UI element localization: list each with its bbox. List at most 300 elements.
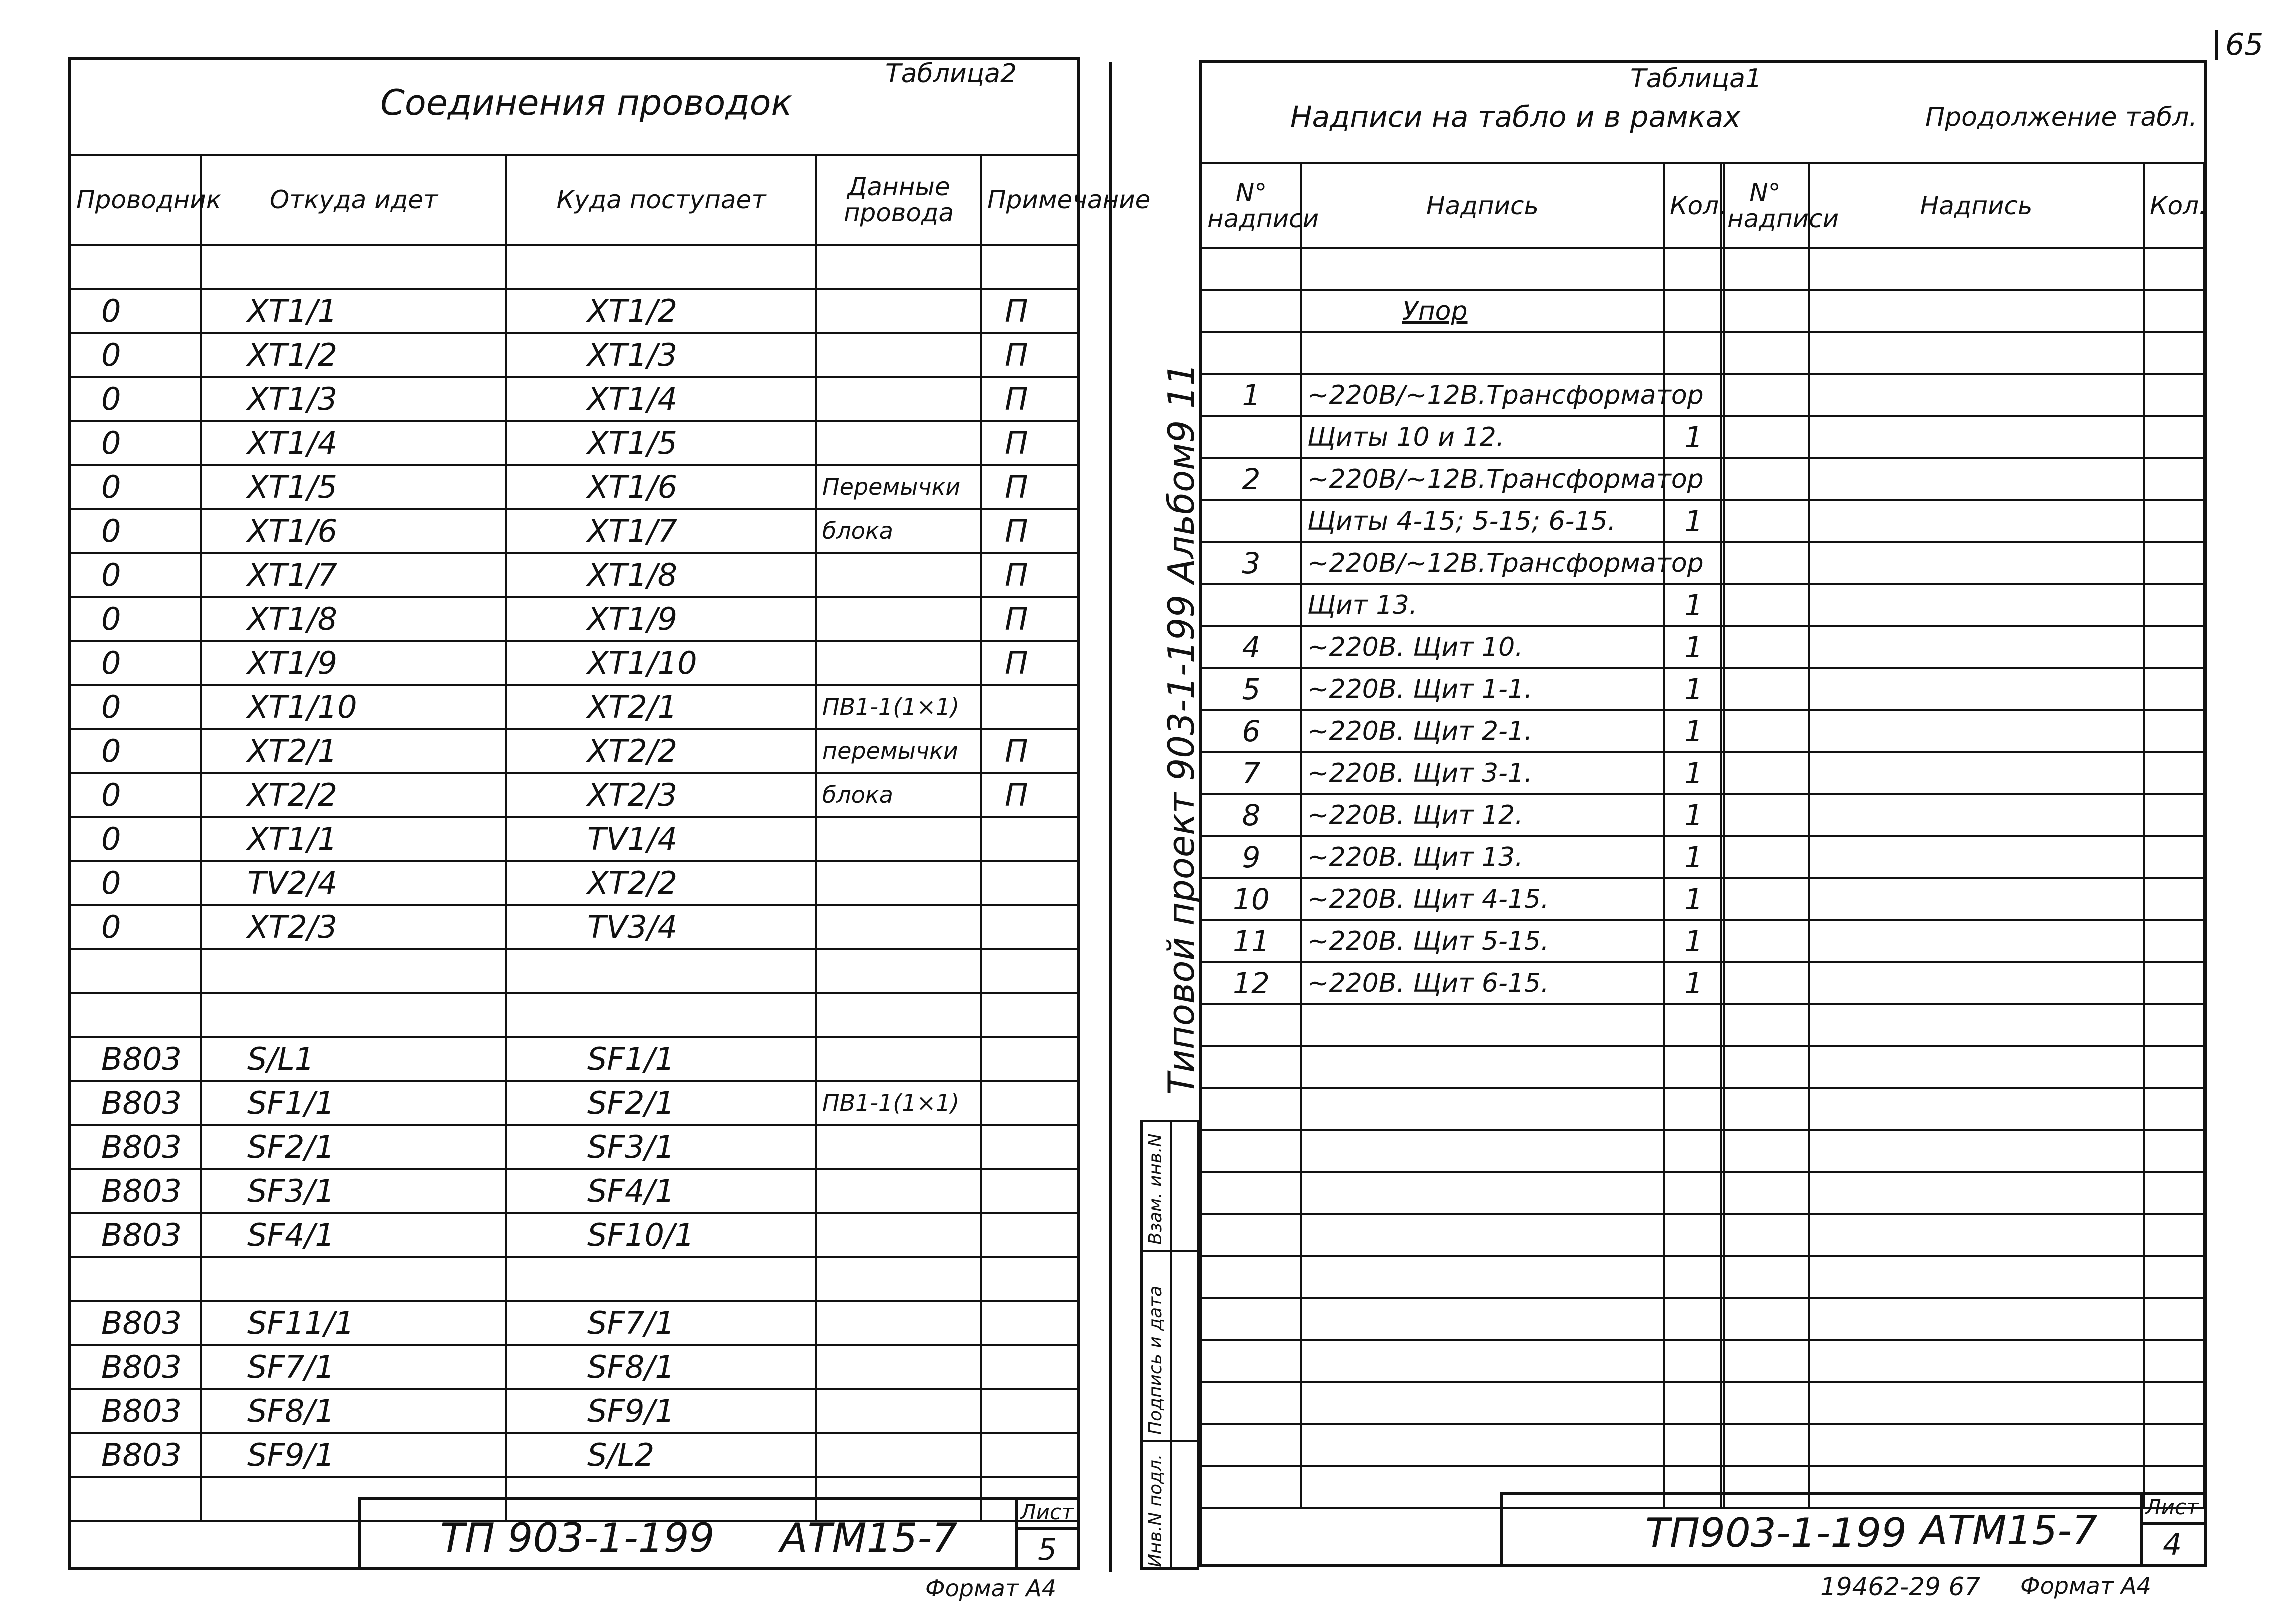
table-row bbox=[70, 333, 1078, 377]
list-item-continuation bbox=[1721, 710, 2204, 752]
approval-divider-2 bbox=[1140, 1440, 1199, 1442]
cell-conductor: 0 bbox=[70, 465, 201, 509]
left-title: Соединения проводок bbox=[380, 82, 792, 124]
cell-label-no: 7 bbox=[1201, 752, 1301, 794]
cell-empty bbox=[1721, 920, 1809, 962]
col-header-note: Примечание bbox=[981, 155, 1078, 245]
cell-label-no bbox=[1201, 1424, 1301, 1466]
right-sheet-label: Лист bbox=[2145, 1495, 2199, 1520]
cell-from: XT1/3 bbox=[201, 377, 506, 421]
cell-label-no bbox=[1201, 290, 1301, 332]
cell-qty: 1 bbox=[1664, 962, 1724, 1004]
table-row bbox=[70, 1301, 1078, 1345]
cell-label-no: 5 bbox=[1201, 668, 1301, 710]
cell-empty bbox=[1721, 248, 1809, 290]
table-row bbox=[70, 905, 1078, 949]
cell-empty bbox=[1809, 500, 2144, 542]
list-item bbox=[1201, 332, 1724, 374]
cell-empty bbox=[1721, 962, 1809, 1004]
left-table-label: Таблица2 bbox=[885, 59, 1017, 89]
cell-label-text bbox=[1301, 248, 1664, 290]
table-row bbox=[70, 861, 1078, 905]
cell-label-text bbox=[1301, 1424, 1664, 1466]
cell-conductor: В803 bbox=[70, 1081, 201, 1125]
cell-wire-data bbox=[816, 1345, 981, 1389]
cell-qty: 1 bbox=[1664, 500, 1724, 542]
cell-from: SF3/1 bbox=[201, 1169, 506, 1213]
cell-label-no bbox=[1201, 1088, 1301, 1130]
cell-note: П bbox=[981, 773, 1078, 817]
cell-note bbox=[981, 1389, 1078, 1433]
right-drawing-code: АТМ15-7 bbox=[1920, 1508, 2098, 1554]
col-header-conductor: Проводник bbox=[70, 155, 201, 245]
cell-note bbox=[981, 949, 1078, 993]
cell-from: SF4/1 bbox=[201, 1213, 506, 1257]
cell-wire-data bbox=[816, 1389, 981, 1433]
cell-to: SF7/1 bbox=[506, 1301, 816, 1345]
cell-qty bbox=[1664, 1424, 1724, 1466]
cell-empty bbox=[2144, 542, 2204, 584]
cell-to: SF2/1 bbox=[506, 1081, 816, 1125]
cell-empty bbox=[1809, 1172, 2144, 1214]
cell-to: SF9/1 bbox=[506, 1389, 816, 1433]
cell-empty bbox=[1809, 710, 2144, 752]
cell-to: SF4/1 bbox=[506, 1169, 816, 1213]
list-item bbox=[1201, 500, 1724, 542]
list-item bbox=[1201, 416, 1724, 458]
cell-empty bbox=[1809, 1256, 2144, 1298]
cell-empty bbox=[1809, 794, 2144, 836]
right-sheet-number: 4 bbox=[2163, 1528, 2182, 1562]
cell-conductor bbox=[70, 949, 201, 993]
cell-from: S/L1 bbox=[201, 1037, 506, 1081]
approval-divider-1 bbox=[1140, 1250, 1199, 1252]
cell-note bbox=[981, 685, 1078, 729]
right-table-label: Таблица1 bbox=[1630, 64, 1762, 94]
table-row bbox=[70, 685, 1078, 729]
cell-label-no bbox=[1201, 1046, 1301, 1088]
cell-from: XT2/3 bbox=[201, 905, 506, 949]
cell-to: XT1/3 bbox=[506, 333, 816, 377]
cell-note: П bbox=[981, 729, 1078, 773]
table-row bbox=[70, 993, 1078, 1037]
cell-conductor: 0 bbox=[70, 421, 201, 465]
table-row bbox=[70, 509, 1078, 553]
cell-empty bbox=[2144, 1340, 2204, 1382]
cell-label-no: 8 bbox=[1201, 794, 1301, 836]
list-item-continuation bbox=[1721, 1172, 2204, 1214]
cell-empty bbox=[2144, 1424, 2204, 1466]
cell-wire-data bbox=[816, 817, 981, 861]
cell-label-text: ~220В. Щит 3-1. bbox=[1301, 752, 1664, 794]
cell-conductor: 0 bbox=[70, 861, 201, 905]
cell-label-text: Щит 13. bbox=[1301, 584, 1664, 626]
cell-conductor: 0 bbox=[70, 817, 201, 861]
cell-label-no bbox=[1201, 1466, 1301, 1508]
cell-to: XT2/2 bbox=[506, 861, 816, 905]
cell-qty: 1 bbox=[1664, 416, 1724, 458]
album-label: Типовой проект 903-1-199 Альбом9 11 bbox=[1160, 363, 1202, 1095]
cell-empty bbox=[1809, 542, 2144, 584]
cell-label-text: ~220В/~12В.Трансформатор bbox=[1301, 458, 1664, 500]
cell-empty bbox=[1721, 1172, 1809, 1214]
list-item bbox=[1201, 626, 1724, 668]
cell-empty bbox=[2144, 626, 2204, 668]
cell-note: П bbox=[981, 421, 1078, 465]
list-item-continuation bbox=[1721, 920, 2204, 962]
list-item bbox=[1201, 1046, 1724, 1088]
cell-conductor: В803 bbox=[70, 1433, 201, 1477]
right-sheet-divider bbox=[2140, 1522, 2207, 1525]
table-row bbox=[70, 421, 1078, 465]
left-project-number: ТП 903-1-199 bbox=[440, 1515, 715, 1562]
cell-note: П bbox=[981, 289, 1078, 333]
cell-label-no bbox=[1201, 332, 1301, 374]
cell-empty bbox=[1809, 458, 2144, 500]
cell-empty bbox=[1809, 962, 2144, 1004]
cell-empty bbox=[1809, 416, 2144, 458]
cell-wire-data bbox=[816, 949, 981, 993]
cell-empty bbox=[1809, 1088, 2144, 1130]
list-item-continuation bbox=[1721, 1046, 2204, 1088]
cell-label-no: 4 bbox=[1201, 626, 1301, 668]
cell-conductor: 0 bbox=[70, 685, 201, 729]
list-item bbox=[1201, 668, 1724, 710]
cell-label-no bbox=[1201, 584, 1301, 626]
cell-conductor: 0 bbox=[70, 773, 201, 817]
cell-empty bbox=[1721, 1298, 1809, 1340]
table-row bbox=[70, 289, 1078, 333]
cell-note bbox=[981, 1257, 1078, 1301]
table-row bbox=[70, 597, 1078, 641]
cell-note bbox=[981, 1081, 1078, 1125]
cell-empty bbox=[2144, 584, 2204, 626]
cell-to: SF3/1 bbox=[506, 1125, 816, 1169]
list-item-continuation bbox=[1721, 416, 2204, 458]
cell-empty bbox=[2144, 752, 2204, 794]
cell-to bbox=[506, 1257, 816, 1301]
labels-table-continuation bbox=[1720, 162, 2205, 1510]
cell-wire-data bbox=[816, 377, 981, 421]
table-row bbox=[70, 1081, 1078, 1125]
cell-wire-data: блока bbox=[816, 509, 981, 553]
cell-to: XT1/10 bbox=[506, 641, 816, 685]
cell-from: XT1/5 bbox=[201, 465, 506, 509]
cell-label-no bbox=[1201, 1256, 1301, 1298]
table-row bbox=[70, 1169, 1078, 1213]
cell-empty bbox=[2144, 668, 2204, 710]
table-row bbox=[70, 1345, 1078, 1389]
list-item bbox=[1201, 458, 1724, 500]
cell-note bbox=[981, 993, 1078, 1037]
cell-from: TV2/4 bbox=[201, 861, 506, 905]
cell-from: SF7/1 bbox=[201, 1345, 506, 1389]
cell-empty bbox=[2144, 920, 2204, 962]
cell-to: XT1/8 bbox=[506, 553, 816, 597]
cell-empty bbox=[2144, 416, 2204, 458]
cell-label-text bbox=[1301, 1046, 1664, 1088]
list-item bbox=[1201, 962, 1724, 1004]
col-header-label-text-cont: Надпись bbox=[1809, 164, 2144, 248]
cell-empty bbox=[1721, 1130, 1809, 1172]
table-row bbox=[70, 641, 1078, 685]
cell-to: XT1/2 bbox=[506, 289, 816, 333]
col-header-label-no-cont: N° надписи bbox=[1721, 164, 1809, 248]
cell-qty bbox=[1664, 1130, 1724, 1172]
table-row bbox=[70, 1213, 1078, 1257]
cell-empty bbox=[2144, 458, 2204, 500]
list-item bbox=[1201, 1382, 1724, 1424]
cell-wire-data: Перемычки bbox=[816, 465, 981, 509]
cell-conductor: 0 bbox=[70, 333, 201, 377]
cell-note: П bbox=[981, 465, 1078, 509]
table-row bbox=[70, 245, 1078, 289]
cell-from bbox=[201, 245, 506, 289]
list-item-continuation bbox=[1721, 794, 2204, 836]
cell-qty bbox=[1664, 1088, 1724, 1130]
cell-label-no bbox=[1201, 1172, 1301, 1214]
list-item bbox=[1201, 1298, 1724, 1340]
approval-inner-line bbox=[1170, 1120, 1172, 1570]
col-header-to: Куда поступает bbox=[506, 155, 816, 245]
table-row bbox=[70, 949, 1078, 993]
cell-conductor: 0 bbox=[70, 641, 201, 685]
cell-qty bbox=[1664, 248, 1724, 290]
cell-empty bbox=[1809, 752, 2144, 794]
table-row bbox=[70, 465, 1078, 509]
cell-empty bbox=[2144, 1382, 2204, 1424]
cell-empty bbox=[1721, 584, 1809, 626]
cell-note bbox=[981, 1433, 1078, 1477]
cell-wire-data: ПВ1-1(1×1) bbox=[816, 1081, 981, 1125]
cell-empty bbox=[2144, 1046, 2204, 1088]
list-item bbox=[1201, 1004, 1724, 1046]
right-title: Надписи на табло и в рамках bbox=[1290, 100, 1741, 134]
cell-to: XT1/4 bbox=[506, 377, 816, 421]
table-row bbox=[70, 1389, 1078, 1433]
cell-empty bbox=[1721, 1256, 1809, 1298]
cell-empty bbox=[1809, 1424, 2144, 1466]
cell-label-text bbox=[1301, 1172, 1664, 1214]
cell-conductor: В803 bbox=[70, 1213, 201, 1257]
cell-qty bbox=[1664, 290, 1724, 332]
cell-from: XT1/7 bbox=[201, 553, 506, 597]
cell-conductor bbox=[70, 1257, 201, 1301]
cell-wire-data bbox=[816, 905, 981, 949]
cell-to: TV3/4 bbox=[506, 905, 816, 949]
cell-to: SF1/1 bbox=[506, 1037, 816, 1081]
table-row bbox=[70, 1125, 1078, 1169]
cell-qty bbox=[1664, 1214, 1724, 1256]
cell-label-text: ~220В. Щит 2-1. bbox=[1301, 710, 1664, 752]
list-item bbox=[1201, 1172, 1724, 1214]
cell-label-no: 11 bbox=[1201, 920, 1301, 962]
list-item-continuation bbox=[1721, 458, 2204, 500]
table-row bbox=[70, 1257, 1078, 1301]
cell-label-text: ~220В/~12В.Трансформатор bbox=[1301, 542, 1664, 584]
cell-empty bbox=[2144, 962, 2204, 1004]
cell-to: XT1/7 bbox=[506, 509, 816, 553]
cell-qty: 1 bbox=[1664, 710, 1724, 752]
left-sheet-divider bbox=[1015, 1528, 1080, 1530]
cell-note bbox=[981, 1125, 1078, 1169]
cell-qty: 1 bbox=[1664, 794, 1724, 836]
col-header-wire-data: Данные провода bbox=[816, 155, 981, 245]
cell-label-text: ~220В. Щит 6-15. bbox=[1301, 962, 1664, 1004]
cell-label-text: ~220В. Щит 13. bbox=[1301, 836, 1664, 878]
cell-empty bbox=[1809, 1382, 2144, 1424]
cell-wire-data bbox=[816, 553, 981, 597]
list-item-continuation bbox=[1721, 1382, 2204, 1424]
col-header-label-text: Надпись bbox=[1301, 164, 1664, 248]
cell-empty bbox=[2144, 1130, 2204, 1172]
cell-conductor: В803 bbox=[70, 1037, 201, 1081]
cell-wire-data bbox=[816, 333, 981, 377]
cell-to: TV1/4 bbox=[506, 817, 816, 861]
cell-conductor: 0 bbox=[70, 553, 201, 597]
table-row bbox=[70, 817, 1078, 861]
list-item bbox=[1201, 878, 1724, 920]
list-item bbox=[1201, 374, 1724, 416]
cell-from: SF8/1 bbox=[201, 1389, 506, 1433]
cell-label-text bbox=[1301, 1382, 1664, 1424]
list-item-continuation bbox=[1721, 1130, 2204, 1172]
table-row bbox=[70, 773, 1078, 817]
cell-empty bbox=[1809, 626, 2144, 668]
cell-qty bbox=[1664, 1298, 1724, 1340]
cell-conductor bbox=[70, 1477, 201, 1521]
list-item bbox=[1201, 290, 1724, 332]
cell-to: S/L2 bbox=[506, 1433, 816, 1477]
cell-note bbox=[981, 1169, 1078, 1213]
cell-note bbox=[981, 245, 1078, 289]
left-drawing-code: АТМ15-7 bbox=[780, 1515, 958, 1562]
list-item bbox=[1201, 584, 1724, 626]
cell-empty bbox=[1809, 1046, 2144, 1088]
list-item bbox=[1201, 920, 1724, 962]
cell-empty bbox=[1721, 1088, 1809, 1130]
cell-conductor bbox=[70, 993, 201, 1037]
list-item-continuation bbox=[1721, 1088, 2204, 1130]
left-sheet-number: 5 bbox=[1038, 1532, 1057, 1568]
cell-wire-data: ПВ1-1(1×1) bbox=[816, 685, 981, 729]
cell-label-text: ~220В. Щит 4-15. bbox=[1301, 878, 1664, 920]
cell-wire-data bbox=[816, 597, 981, 641]
cell-conductor: 0 bbox=[70, 509, 201, 553]
right-project-number: ТП903-1-199 bbox=[1645, 1510, 1907, 1556]
cell-to: XT2/2 bbox=[506, 729, 816, 773]
cell-empty bbox=[2144, 332, 2204, 374]
cell-empty bbox=[1721, 1046, 1809, 1088]
cell-wire-data bbox=[816, 1433, 981, 1477]
list-item bbox=[1201, 1256, 1724, 1298]
cell-label-no bbox=[1201, 1340, 1301, 1382]
cell-label-no bbox=[1201, 1004, 1301, 1046]
cell-qty bbox=[1664, 1340, 1724, 1382]
cell-label-no: 1 bbox=[1201, 374, 1301, 416]
cell-qty bbox=[1664, 1256, 1724, 1298]
cell-empty bbox=[1809, 1340, 2144, 1382]
cell-label-no: 3 bbox=[1201, 542, 1301, 584]
list-item bbox=[1201, 1340, 1724, 1382]
cell-label-text: ~220В. Щит 12. bbox=[1301, 794, 1664, 836]
col-header-qty: Кол. bbox=[1664, 164, 1724, 248]
cell-label-text: ~220В. Щит 10. bbox=[1301, 626, 1664, 668]
cell-label-no: 10 bbox=[1201, 878, 1301, 920]
list-item bbox=[1201, 1088, 1724, 1130]
cell-conductor: В803 bbox=[70, 1389, 201, 1433]
cell-note: П bbox=[981, 597, 1078, 641]
list-item bbox=[1201, 752, 1724, 794]
list-item-continuation bbox=[1721, 626, 2204, 668]
cell-empty bbox=[2144, 1172, 2204, 1214]
list-item-continuation bbox=[1721, 1256, 2204, 1298]
cell-empty bbox=[1809, 1130, 2144, 1172]
col-header-from: Откуда идет bbox=[201, 155, 506, 245]
labels-table bbox=[1200, 162, 1725, 1510]
cell-label-no: 2 bbox=[1201, 458, 1301, 500]
cell-to bbox=[506, 949, 816, 993]
right-format: Формат А4 bbox=[2020, 1572, 2151, 1600]
cell-note bbox=[981, 1213, 1078, 1257]
cell-from: XT1/1 bbox=[201, 817, 506, 861]
table-row bbox=[70, 1037, 1078, 1081]
cell-conductor: В803 bbox=[70, 1125, 201, 1169]
cell-label-text bbox=[1301, 1256, 1664, 1298]
cell-label-text: ~220В. Щит 5-15. bbox=[1301, 920, 1664, 962]
page-number-mark bbox=[2215, 30, 2218, 60]
cell-from: SF11/1 bbox=[201, 1301, 506, 1345]
list-item-continuation bbox=[1721, 542, 2204, 584]
cell-label-text: ~220В/~12В.Трансформатор bbox=[1301, 374, 1664, 416]
cell-qty: 1 bbox=[1664, 668, 1724, 710]
cell-label-text bbox=[1301, 1340, 1664, 1382]
cell-note bbox=[981, 905, 1078, 949]
list-item-continuation bbox=[1721, 878, 2204, 920]
cell-empty bbox=[2144, 290, 2204, 332]
cell-label-no bbox=[1201, 248, 1301, 290]
cell-qty bbox=[1664, 332, 1724, 374]
list-item-continuation bbox=[1721, 290, 2204, 332]
cell-wire-data bbox=[816, 289, 981, 333]
cell-empty bbox=[1721, 374, 1809, 416]
cell-empty bbox=[1721, 458, 1809, 500]
cell-wire-data bbox=[816, 1037, 981, 1081]
cell-empty bbox=[2144, 1214, 2204, 1256]
list-item-continuation bbox=[1721, 1214, 2204, 1256]
cell-to bbox=[506, 993, 816, 1037]
cell-note bbox=[981, 817, 1078, 861]
cell-empty bbox=[1809, 1214, 2144, 1256]
cell-wire-data bbox=[816, 641, 981, 685]
cell-conductor: 0 bbox=[70, 377, 201, 421]
cell-wire-data bbox=[816, 861, 981, 905]
cell-empty bbox=[1721, 794, 1809, 836]
cell-conductor bbox=[70, 245, 201, 289]
list-item-continuation bbox=[1721, 584, 2204, 626]
cell-empty bbox=[1721, 290, 1809, 332]
cell-empty bbox=[1721, 1382, 1809, 1424]
list-item-continuation bbox=[1721, 1004, 2204, 1046]
cell-empty bbox=[1809, 668, 2144, 710]
left-sheet-label: Лист bbox=[1020, 1500, 1074, 1524]
cell-label-no bbox=[1201, 1382, 1301, 1424]
list-item bbox=[1201, 1130, 1724, 1172]
cell-empty bbox=[2144, 878, 2204, 920]
cell-from: XT1/10 bbox=[201, 685, 506, 729]
list-item-continuation bbox=[1721, 332, 2204, 374]
list-item bbox=[1201, 1214, 1724, 1256]
